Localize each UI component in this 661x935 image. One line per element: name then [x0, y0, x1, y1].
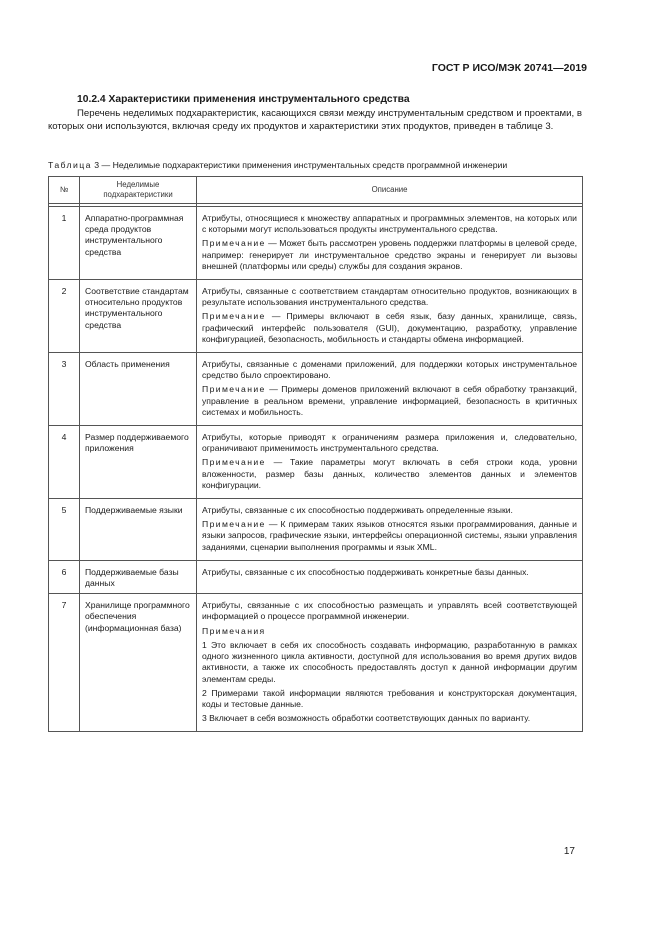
note-text: — Может быть рассмотрен уровень поддержки платформы в целевой среде, например: генерирует ли инструментальное средство экраны и генерирует ли вызовы внешней (платформы или среды) службы для создания экранов. [202, 238, 577, 271]
row-desc [197, 207, 583, 280]
row-name: Хранилище программного обеспечения (информационная база) [80, 594, 197, 732]
row-name: Поддерживаемые базы данных [80, 560, 197, 593]
row-note [202, 519, 577, 553]
row-note [202, 457, 577, 491]
row-note-item: 2 Примерами такой информации являются требования и конструкторская документация, коды и тестовые данные. [202, 687, 577, 709]
row-name: Область применения [80, 353, 197, 426]
row-note-item: 1 Это включает в себя их способность создавать информацию, разработанную в рамках одного жизненного цикла активности, доступной для использования во время других видов активности, а также их способность предоставлять доступ к данной информации другим элементам среды. [202, 639, 577, 684]
table-row [49, 560, 583, 593]
note-text: — Такие параметры могут включать в себя строки кода, уровни вложенности, размер базы данных, количество элементов данных и элементов конфигурации. [202, 457, 577, 490]
table-caption-text: 3 — Неделимые подхарактеристики применения инструментальных средств программной инженерии [91, 160, 508, 170]
row-note [202, 238, 577, 272]
row-desc-text: Атрибуты, связанные с соответствием стандартам относительно продуктов, возникающих в результате использования инструментального средства. [202, 286, 577, 308]
table-caption [48, 160, 507, 170]
row-desc [197, 353, 583, 426]
note-text: — К примерам таких языков относятся языки программирования, данные и языки запросов, графические языки, интерфейсы операционной системы, языки управления заданиями, сценарии выполнения программы и язык XML. [202, 519, 577, 552]
page-number: 17 [563, 846, 575, 857]
table-row [49, 426, 583, 499]
section-10-2-4 [48, 93, 582, 133]
row-desc [197, 426, 583, 499]
row-name: Размер поддерживаемого приложения [80, 426, 197, 499]
row-desc-text: Атрибуты, которые приводят к ограничениям размера приложения и, следовательно, ограничивают применимость инструментального средства. [202, 432, 577, 454]
row-desc [197, 280, 583, 353]
row-desc [197, 594, 583, 732]
row-num: 5 [49, 499, 80, 561]
header-desc: Описание [197, 177, 583, 204]
row-desc [197, 499, 583, 561]
section-intro-paragraph: Перечень неделимых подхарактеристик, касающихся связи между инструментальным средством и проектами, в которых они используются, включая среду их продуктов и характеристики этих продуктов, приведен в таблице 3. [48, 108, 582, 133]
section-title: 10.2.4 Характеристики применения инструментального средства [77, 94, 410, 105]
document-standard-id: ГОСТ Р ИСО/МЭК 20741—2019 [431, 62, 587, 74]
row-desc-text: Атрибуты, связанные с их способностью размещать и управлять всей соответствующей информацией о процессе программной инженерии. [202, 600, 577, 622]
note-label: Примечание [202, 311, 266, 322]
row-num: 3 [49, 353, 80, 426]
notes-label: Примечания [202, 625, 266, 636]
table-caption-prefix: Таблица [48, 160, 92, 170]
table-row [49, 594, 583, 732]
row-desc-text: Атрибуты, связанные с их способностью поддерживать определенные языки. [202, 505, 513, 516]
row-name: Поддерживаемые языки [80, 499, 197, 561]
table-row [49, 499, 583, 561]
note-label: Примечание [202, 238, 266, 249]
note-label: Примечание [202, 384, 266, 395]
row-desc-text: Атрибуты, связанные с доменами приложений, для поддержки которых инструментальное средство было спроектировано. [202, 359, 577, 381]
note-text: — Примеры включают в себя язык, базу данных, хранилище, связь, графический интерфейс пользователя (GUI), документацию, разработку, управление конфигурацией, безопасность, мобильность и стандарты обмена информацией. [202, 311, 577, 344]
row-note-item: 3 Включает в себя возможность обработки соответствующих данных по варианту. [202, 713, 531, 724]
note-label: Примечание [202, 457, 266, 468]
table-row [49, 207, 583, 280]
row-num: 6 [49, 560, 80, 593]
row-num: 2 [49, 280, 80, 353]
subcharacteristics-table [48, 176, 583, 732]
row-name: Соответствие стандартам относительно продуктов инструментального средства [80, 280, 197, 353]
row-num: 1 [49, 207, 80, 280]
note-label: Примечание [202, 519, 266, 530]
table-row [49, 280, 583, 353]
row-note [202, 384, 577, 418]
row-desc-text: Атрибуты, связанные с их способностью поддерживать конкретные базы данных. [202, 566, 529, 577]
row-name: Аппаратно-программная среда продуктов инструментального средства [80, 207, 197, 280]
row-desc [197, 560, 583, 593]
row-desc-text: Атрибуты, относящиеся к множеству аппаратных и программных элементов, на которых или с которыми могут использоваться продукты инструментального средства. [202, 213, 577, 235]
row-note [202, 311, 577, 345]
row-num: 4 [49, 426, 80, 499]
header-num: № [49, 177, 80, 204]
row-num: 7 [49, 594, 80, 732]
table-row [49, 353, 583, 426]
table-header-row [49, 177, 583, 204]
note-text: — Примеры доменов приложений включают в себя обработку транзакций, управление в реальном времени, управление информацией, безопасность в критичных системах и мобильность. [202, 384, 577, 417]
header-name: Неделимые подхарактеристики [80, 177, 197, 204]
